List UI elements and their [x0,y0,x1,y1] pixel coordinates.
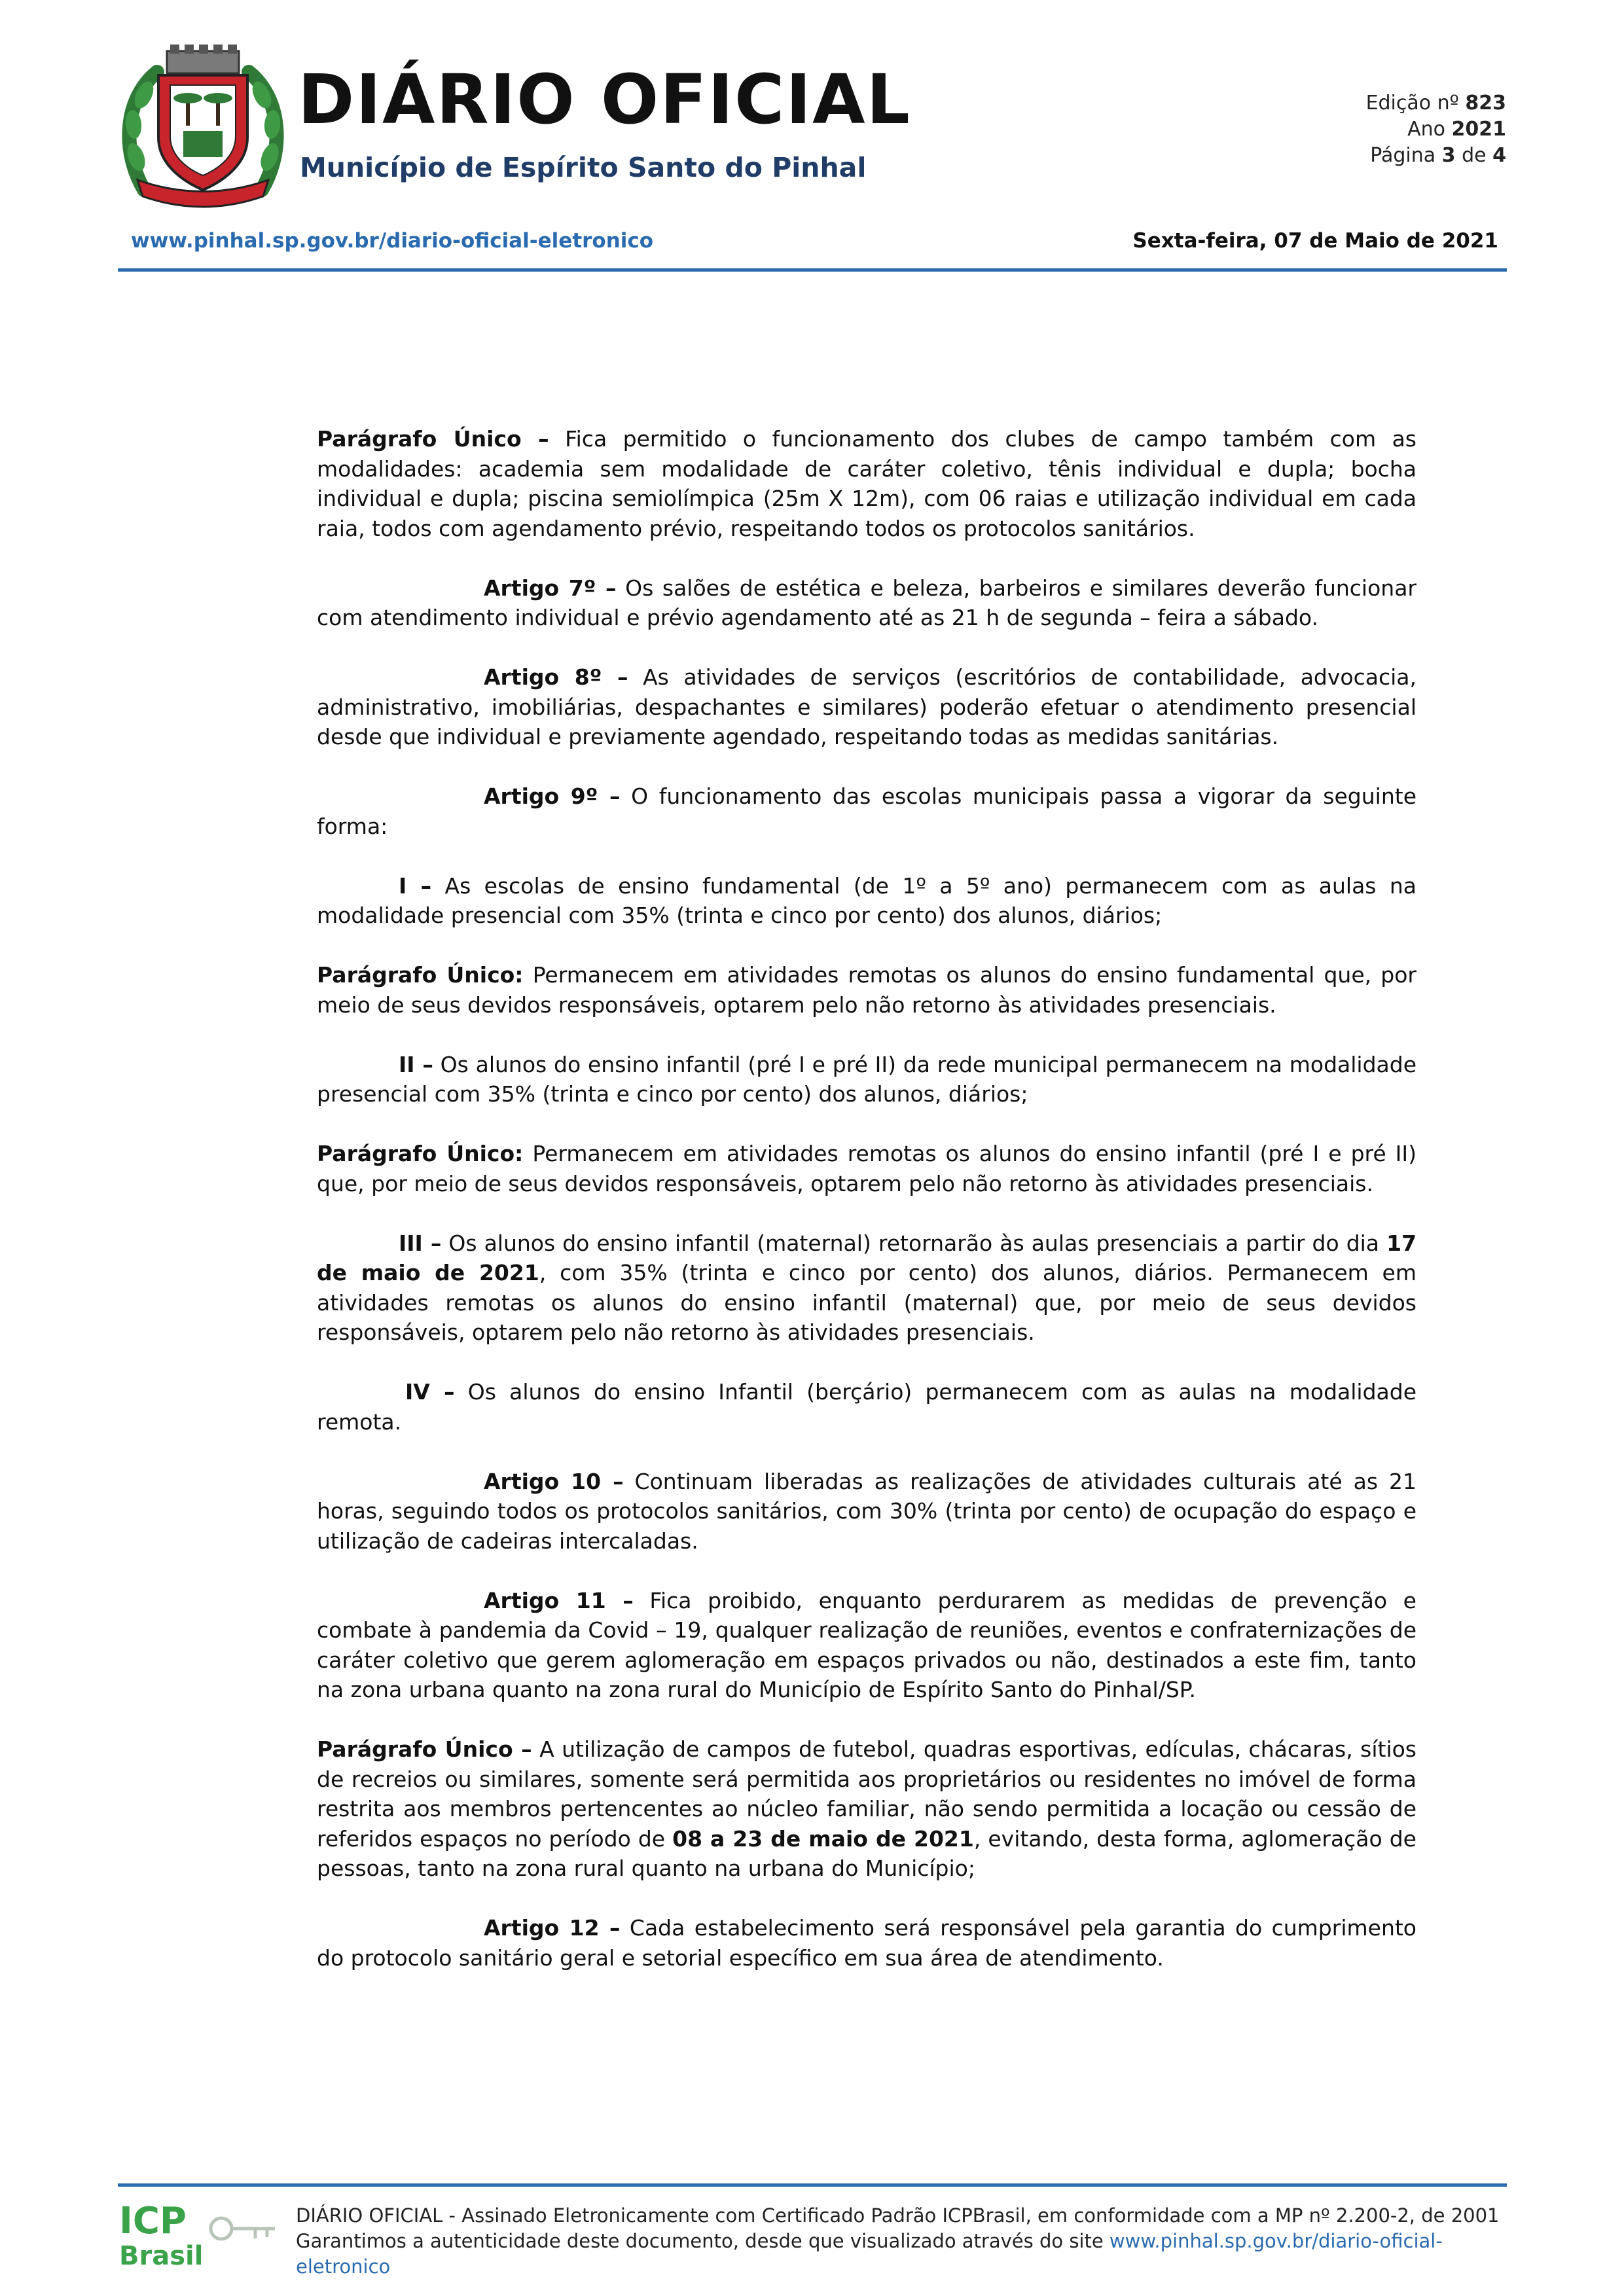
year-label: Ano [1407,118,1445,141]
footer-line-2-text: Garantimos a autenticidade deste documento, desde que visualizado através do site [296,2230,1110,2252]
inciso-iv [317,1377,1416,1437]
masthead-title: DIÁRIO OFICIAL [298,60,911,139]
artigo-12 [317,1913,1416,1973]
paragraph-unico-clubes [317,424,1416,543]
paragraph-text: Fica permitido o funcionamento dos clubes de campo também com as modalidades: academia sem modalidade de caráter coletivo, tênis individual e dupla; bocha individual e dupla; piscina semiolímpica (25m X 12m), com 06 raias e utilização individual em cada raia, todos com agendamento prévio, respeitando todos os protocolos sanitários. [317,426,1416,541]
paragraph-lead: I – [399,872,432,899]
footer-line-1: DIÁRIO OFICIAL - Assinado Eletronicamente com Certificado Padrão ICPBrasil, em conformidade com a MP nº 2.200-2, de 2001 [296,2204,1500,2227]
edition-number: 823 [1465,92,1506,115]
paragraph-lead: III – [399,1230,442,1256]
municipal-crest-logo [118,39,288,209]
icp-logo-bottom: Brasil [119,2241,204,2271]
footer-notice [296,2203,1507,2280]
paragraph-text: Cada estabelecimento será responsável pela garantia do cumprimento do protocolo sanitário geral e setorial específico em sua área de atendimento. [317,1915,1416,1971]
paragraph-text: Permanecem em atividades remotas os alunos do ensino infantil (pré I e pré II) que, por meio de seus devidos responsáveis, optarem pelo não retorno às atividades presenciais. [317,1141,1417,1196]
page-of: de [1462,144,1487,167]
icp-logo-top: ICP [119,2200,187,2242]
paragraph-lead: Artigo 9º – [484,783,621,809]
paragraph-lead: Artigo 7º – [484,575,617,601]
footer-divider [118,2183,1507,2187]
paragraph-text: Os alunos do ensino infantil (maternal) retornarão às aulas presenciais a partir do dia [441,1230,1387,1256]
masthead-subtitle: Município de Espírito Santo do Pinhal [300,152,867,183]
paragraph-lead: Artigo 8º – [484,664,628,690]
inciso-i [317,871,1416,931]
artigo-7 [317,573,1416,633]
paragraph-lead: Artigo 11 – [484,1587,634,1613]
paragraph-lead: Parágrafo Único – [317,426,549,452]
inciso-ii [317,1050,1416,1109]
paragraph-text: Fica proibido, enquanto perdurarem as medidas de prevenção e combate à pandemia da Covid – 19, qualquer realização de reuniões, eventos e confraternizações de caráter coletivo que gerem aglomeração em espaços privados ou não, destinados a este fim, tanto na zona urbana quanto na zona rural do Município de Espírito Santo do Pinhal/SP. [317,1587,1416,1702]
paragraph-text: Os salões de estética e beleza, barbeiros e similares deverão funcionar com atendimento individual e prévio agendamento até as 21 h de segunda – feira a sábado. [317,575,1416,630]
paragraph-lead: II – [399,1051,433,1077]
paragraph-lead: IV – [405,1379,455,1405]
inciso-iii [317,1229,1416,1348]
paragraph-text: As atividades de serviços (escritórios de contabilidade, advocacia, administrativo, imobiliárias, despachantes e similares) poderão efetuar o atendimento presencial desde que individual e previamente agendado, respeitando todas as medidas sanitárias. [317,664,1416,749]
artigo-10 [317,1467,1416,1556]
artigo-11 [317,1586,1416,1705]
highlight-date: 17 de maio de 2021 [317,1230,1416,1285]
paragraph-text: Continuam liberadas as realizações de atividades culturais até as 21 horas, seguindo todos os protocolos sanitários, com 30% (trinta por cento) de ocupação do espaço e utilização de cadeiras intercaladas. [317,1468,1416,1554]
key-icon [211,2218,275,2239]
paragraph-unico-espacos [317,1734,1416,1884]
paragraph-lead: Parágrafo Único: [317,1141,524,1166]
paragraph-unico-fundamental [317,960,1416,1020]
paragraph-text: A utilização de campos de futebol, quadras esportivas, edículas, chácaras, sítios de recreios ou similares, somente será permitida aos proprietários ou residentes no imóvel de forma restrita aos membros pertencentes ao núcleo familiar, não sendo permitida a locação ou cessão de referidos espaços no período de [317,1736,1417,1852]
page-total: 4 [1492,144,1506,167]
header-divider [118,268,1507,272]
paragraph-text: , evitando, desta forma, aglomeração de pessoas, tanto na zona rural quanto na urbana do Município; [317,1825,1416,1881]
paragraph-lead: Artigo 10 – [484,1468,624,1494]
issue-date: Sexta-feira, 07 de Maio de 2021 [1132,229,1498,253]
footer-line-2 [296,2229,1507,2280]
page-current: 3 [1441,144,1456,167]
paragraph-text: Permanecem em atividades remotas os alunos do ensino fundamental que, por meio de seus devidos responsáveis, optarem pelo não retorno às atividades presenciais. [317,962,1417,1018]
paragraph-lead: Parágrafo Único – [317,1736,532,1762]
icp-brasil-logo [118,2199,281,2271]
paragraph-unico-infantil [317,1139,1416,1198]
paragraph-text: O funcionamento das escolas municipais passa a vigorar da seguinte forma: [317,783,1416,839]
artigo-9 [317,781,1416,841]
paragraph-lead: Artigo 12 – [484,1915,621,1941]
edition-label: Edição nº [1365,92,1459,115]
paragraph-text: Os alunos do ensino infantil (pré I e pré II) da rede municipal permanecem na modalidade presencial com 35% (trinta e cinco por cento) dos alunos, diários; [317,1051,1416,1107]
paragraph-text: Os alunos do ensino Infantil (berçário) permanecem com as aulas na modalidade remota. [317,1379,1416,1435]
page-line [1366,143,1506,169]
artigo-8 [317,662,1416,752]
edition-line [1366,90,1506,117]
edition-info [1366,90,1506,169]
year-value: 2021 [1451,118,1506,141]
highlight-date: 08 a 23 de maio de 2021 [672,1825,974,1852]
document-body [317,424,1416,2003]
site-url-link[interactable]: www.pinhal.sp.gov.br/diario-oficial-eletronico [131,229,654,253]
paragraph-text: , com 35% (trinta e cinco por cento) dos alunos, diários. Permanecem em atividades remotas os alunos do ensino infantil (maternal) que, por meio de seus devidos responsáveis, optarem pelo não retorno às atividades presenciais. [317,1260,1416,1345]
paragraph-lead: Parágrafo Único: [317,962,524,988]
footer-site-link[interactable]: www.pinhal.sp.gov.br/diario-oficial-eletronico [296,2230,1443,2278]
paragraph-text: As escolas de ensino fundamental (de 1º a 5º ano) permanecem com as aulas na modalidade presencial com 35% (trinta e cinco por cento) dos alunos, diários; [317,872,1416,928]
year-line [1366,117,1506,143]
page-label: Página [1370,144,1436,167]
